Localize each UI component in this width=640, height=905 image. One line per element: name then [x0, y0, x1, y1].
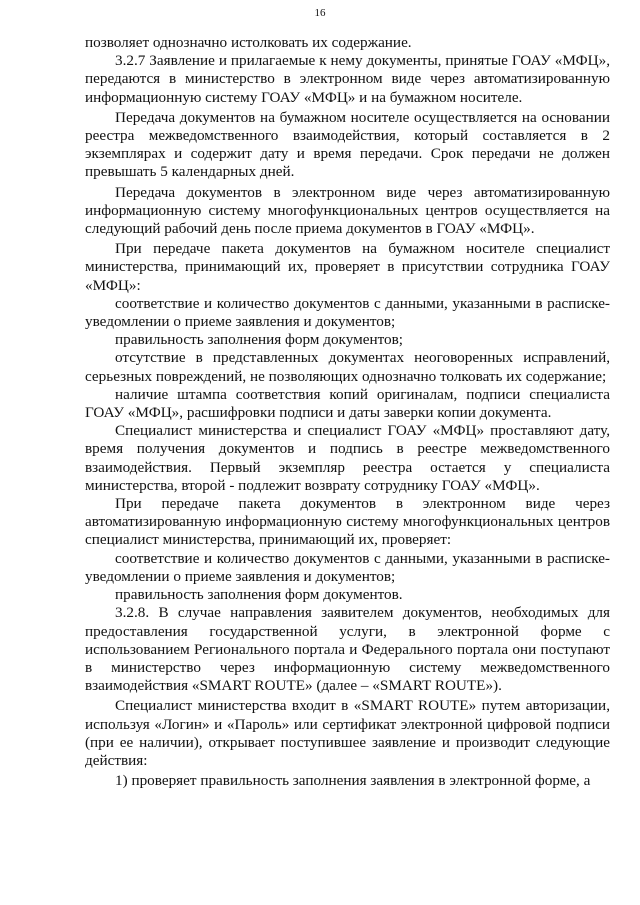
paragraph: Передача документов на бумажном носителе осуществляется на основании реестра межведомственного взаимодействия, который составляется в 2 экземплярах и содержит дату и время передачи. Срок передачи не должен превышать 5 календарных дней. [85, 108, 610, 181]
list-item: правильность заполнения форм документов; [115, 331, 403, 349]
list-item: соответствие и количество документов с данными, указанными в расписке-уведомлении о приеме заявления и документов; [85, 294, 610, 331]
list-item: наличие штампа соответствия копий оригиналам, подписи специалиста ГОАУ «МФЦ», расшифровки подписи и даты заверки копии документа. [85, 385, 610, 422]
list-item: соответствие и количество документов с данными, указанными в расписке-уведомлении о приеме заявления и документов; [85, 549, 610, 585]
paragraph: При передаче пакета документов на бумажном носителе специалист министерства, принимающий их, проверяет в присутствии сотрудника ГОАУ «МФЦ»: [85, 240, 610, 294]
paragraph: Передача документов в электронном виде через автоматизированную информационную систему многофункциональных центров осуществляется на следующий рабочий день после приема документов в ГОАУ «МФЦ». [85, 183, 610, 238]
section-3-2-7-paragraph: 3.2.7 Заявление и прилагаемые к нему документы, принятые ГОАУ «МФЦ», передаются в министерство в электронном виде через автоматизированную информационную систему ГОАУ «МФЦ» и на бумажном носителе. [85, 52, 610, 106]
paragraph: При передаче пакета документов в электронном виде через автоматизированную информационную систему многофункциональных центров специалист министерства, принимающий их, проверяет: [85, 495, 610, 549]
paragraph: Специалист министерства входит в «SMART ROUTE» путем авторизации, используя «Логин» и «Пароль» или сертификат электронной цифровой подписи (при ее наличии), открывает поступившее заявление и производит следующие действия: [85, 697, 610, 769]
document-body [85, 34, 610, 790]
page-number: 16 [314, 7, 326, 19]
paragraph: Специалист министерства и специалист ГОАУ «МФЦ» проставляют дату, время получения документов и подпись в реестре межведомственного взаимодействия. Первый экземпляр реестра остается у специалиста министерства, второй - подлежит возврату сотруднику ГОАУ «МФЦ». [85, 422, 610, 494]
list-item: правильность заполнения форм документов. [115, 586, 403, 604]
list-item: 1) проверяет правильность заполнения заявления в электронной форме, а [115, 772, 591, 790]
list-item: отсутствие в представленных документах неоговоренных исправлений, серьезных повреждений, не позволяющих однозначно толковать их содержание; [85, 349, 610, 385]
section-3-2-8-paragraph: 3.2.8. В случае направления заявителем документов, необходимых для предоставления государственной услуги, в электронной форме с использованием Регионального портала и Федерального портала они поступают в министерство через информационную систему межведомственного взаимодействия «SMART ROUTE» (далее – «SMART ROUTE»). [85, 604, 610, 695]
paragraph: позволяет однозначно истолковать их содержание. [85, 34, 412, 51]
